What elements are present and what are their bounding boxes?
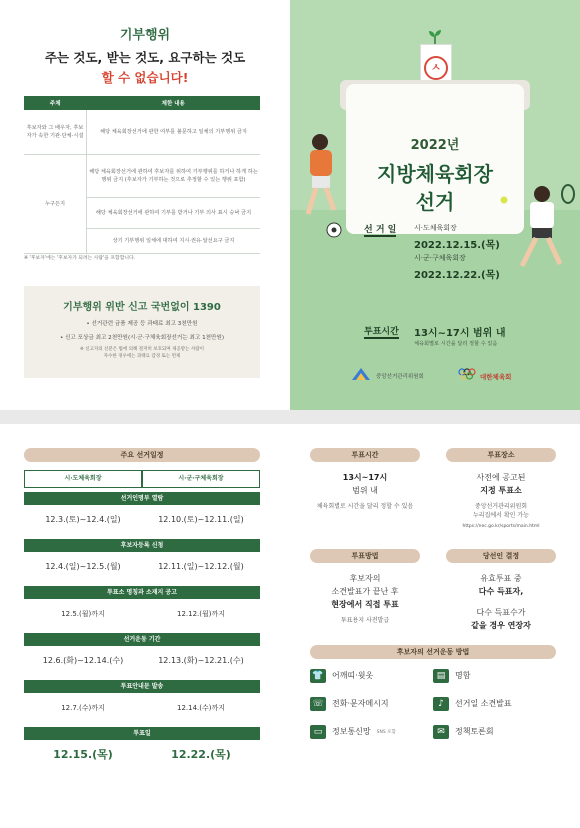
date-sigungu: 12.12.(월)까지: [176, 610, 225, 618]
card-line: 13시~17시: [342, 473, 388, 482]
vote-time-note: 체육회별로 시간을 달리 정할 수 있음: [414, 341, 498, 347]
table-cell: 해당 체육회장선거에 관한 여부를 불문하고 일체의 기부행위 금지: [87, 110, 261, 155]
soccer-ball-icon: [326, 222, 342, 238]
campaign-item-label: 명함: [455, 671, 471, 681]
campaign-list: [310, 669, 556, 739]
report-line: • 신고 포상금 최고 2천만원(시·군·구체육회장선거는 최고 1천만원): [59, 335, 225, 341]
monitor-icon: ▭: [310, 725, 326, 739]
date-sido: 12.5.(월)까지: [61, 610, 105, 618]
campaign-methods: [310, 645, 556, 739]
vote-stamp-icon: ㅅ: [424, 56, 448, 80]
card-line: 다수 득표수가: [476, 607, 526, 617]
card-line: 후보자의: [349, 573, 381, 583]
card-line: 지정 투표소: [480, 486, 522, 495]
table-cell: 해당 체육회장선거에 관하여 기부를 받거나 기부 의사 표시 승낙 금지: [87, 198, 261, 229]
campaign-item-label: 정보통신망: [332, 727, 371, 737]
footnote: ※ '후보자'에는 '후보자가 되려는 사람'을 포함합니다.: [24, 256, 136, 261]
date-sido: 12.15.(목): [53, 748, 113, 761]
table-header-subject: 주체: [24, 96, 87, 110]
date-sido: 12.4.(일)~12.5.(월): [45, 562, 121, 571]
info-panel: [310, 448, 556, 739]
report-line: • 선거관련 금품 제공 등 과태료 최고 3천만원: [86, 321, 198, 327]
campaign-item-label: 어깨띠·윗옷: [332, 671, 374, 681]
poster-title: 선거: [415, 190, 455, 214]
sido-date: 2022.12.15.(목): [414, 240, 500, 251]
table-cell: 상기 기부행위 일체에 대하여 지시·권유·알선요구 금지: [87, 229, 261, 254]
winner-card: [446, 549, 556, 631]
campaign-title: 후보자의 선거운동 방법: [310, 645, 556, 659]
list-item: [433, 669, 556, 683]
date-sido: 12.6.(화)~12.14.(수): [42, 656, 124, 665]
top-sheet: [0, 0, 580, 410]
date-sigungu: 12.22.(목): [171, 748, 231, 761]
schedule-step: 투표소 명칭과 소재지 공고: [24, 586, 260, 599]
election-poster: [290, 0, 580, 410]
report-title: 기부행위 위반 신고 국번없이 1390: [63, 302, 221, 313]
campaign-item-label: 전화·문자메시지: [332, 699, 389, 709]
info-row: [310, 549, 556, 631]
table-cell: 후보자와 그 배우자, 후보자가 속한 기관·단체·시설: [24, 110, 87, 155]
table-row: [24, 155, 260, 198]
list-item: [433, 697, 556, 711]
campaign-item-label: 선거일 소견발표: [455, 699, 512, 709]
poster-year: 2022년: [410, 138, 460, 153]
schedule-dates: [24, 693, 260, 723]
sigungu-label: 시·군·구체육회장: [414, 254, 466, 262]
vote-time-label: 투표시간: [364, 324, 399, 339]
business-card-icon: ▤: [433, 669, 449, 683]
schedule-columns: [24, 470, 260, 488]
vote-time: 13시~17시 범위 내: [414, 328, 506, 339]
nec-logo: [350, 366, 372, 382]
card-title: 당선인 결정: [446, 549, 556, 563]
vote-place-card: [446, 448, 556, 531]
schedule-step: 후보자등록 신청: [24, 539, 260, 552]
date-sigungu: 12.14.(수)까지: [176, 704, 225, 712]
sns-note: SNS 포함: [376, 729, 396, 735]
microphone-icon: ♪: [433, 697, 449, 711]
column-header-sigungu: 시·군·구체육회장: [142, 470, 260, 488]
schedule-step: 선거인명부 열람: [24, 492, 260, 505]
info-row: [310, 448, 556, 531]
schedule-step: 투표안내문 발송: [24, 680, 260, 693]
discussion-icon: ✉: [433, 725, 449, 739]
report-note: [24, 346, 260, 360]
card-note-line: 누리집에서 확인 가능: [473, 512, 529, 519]
column-header-sido: 시·도체육회장: [24, 470, 142, 488]
card-note-line: 중앙선거관리위원회: [474, 503, 528, 510]
list-item: [433, 725, 556, 739]
sigungu-date: 2022.12.22.(목): [414, 270, 500, 281]
report-note-line: 자수한 경우에는 과태료 감경 또는 면제: [103, 354, 181, 360]
campaign-item-label: 정책토론회: [455, 727, 494, 737]
list-item: [310, 669, 433, 683]
schedule-step: 투표일: [24, 727, 260, 740]
date-sigungu: 12.11.(일)~12.12.(월): [158, 562, 244, 571]
vote-method-card: [310, 549, 420, 631]
schedule-title: 주요 선거일정: [24, 448, 260, 462]
poster-title: 지방체육회장: [377, 162, 493, 186]
nec-name: 중앙선거관리위원회: [376, 374, 424, 380]
schedule-step: 선거운동 기간: [24, 633, 260, 646]
report-box: [24, 286, 260, 378]
sports-council-name: 대한체육회: [480, 373, 512, 381]
table-row: [24, 110, 260, 155]
shirt-icon: 👕: [310, 669, 326, 683]
date-sigungu: 12.13.(화)~12.21.(수): [158, 656, 244, 665]
soccer-player-icon: [294, 130, 344, 230]
card-line: 사전에 공고된: [476, 473, 526, 482]
table-cell: 해당 체육회장선거에 관하여 후보자를 위하여 기부행위를 하거나 하게 하는 행위 금지 (후보자가 기부하는 것으로 추정할 수 있는 행위 포함): [87, 155, 261, 198]
card-line: 같을 경우 연장자: [471, 620, 531, 630]
card-title: 투표장소: [446, 448, 556, 462]
list-item: [310, 725, 433, 739]
sprout-icon: [428, 30, 442, 44]
panel-warning: 할 수 없습니다!: [101, 70, 189, 85]
donation-rules-table: [24, 96, 260, 254]
card-line: 범위 내: [352, 486, 378, 495]
panel-subheading: 주는 것도, 받는 것도, 요구하는 것도: [44, 50, 246, 65]
schedule-panel: [24, 448, 260, 770]
table-header-content: 제한 내용: [87, 96, 261, 110]
tennis-ball-icon: [500, 196, 508, 204]
schedule-dates: [24, 599, 260, 629]
donation-panel: [0, 0, 290, 410]
report-note-line: ※ 신고자의 신분은 법에 의해 철저히 보호되며 제공받는 사람이: [80, 347, 204, 352]
card-title: 투표방법: [310, 549, 420, 563]
date-sido: 12.7.(수)까지: [61, 704, 105, 712]
schedule-dates: [24, 646, 260, 676]
card-note: [446, 502, 556, 520]
place-url[interactable]: https://nec.go.kr/sports/main.html: [462, 524, 540, 529]
table-cell: 누구든지: [24, 155, 87, 254]
schedule-dates: [24, 505, 260, 535]
card-line: 다수 득표자,: [478, 586, 524, 596]
vote-time-card: [310, 448, 420, 531]
card-note: 체육회별로 시간을 달리 정할 수 있음: [316, 503, 414, 510]
card-line: 소견발표가 끝난 후: [331, 586, 399, 596]
bottom-sheet: [0, 424, 580, 828]
phone-icon: ☏: [310, 697, 326, 711]
sido-label: 시·도체육회장: [414, 224, 457, 232]
card-note: 투표용지 사전발급: [340, 616, 390, 624]
schedule-dates: [24, 740, 260, 770]
election-day-label: 선 거 일: [364, 222, 396, 237]
list-item: [310, 697, 433, 711]
date-sido: 12.3.(토)~12.4.(일): [45, 515, 121, 524]
card-title: 투표시간: [310, 448, 420, 462]
card-line: 유효투표 중: [480, 573, 522, 583]
card-line: 현장에서 직접 투표: [331, 599, 399, 609]
tennis-player-icon: [512, 180, 578, 290]
date-sigungu: 12.10.(토)~12.11.(일): [158, 515, 244, 524]
page-divider: [0, 410, 580, 424]
schedule-dates: [24, 552, 260, 582]
panel-heading: 기부행위: [119, 28, 171, 43]
sports-council-logo: [458, 366, 476, 382]
